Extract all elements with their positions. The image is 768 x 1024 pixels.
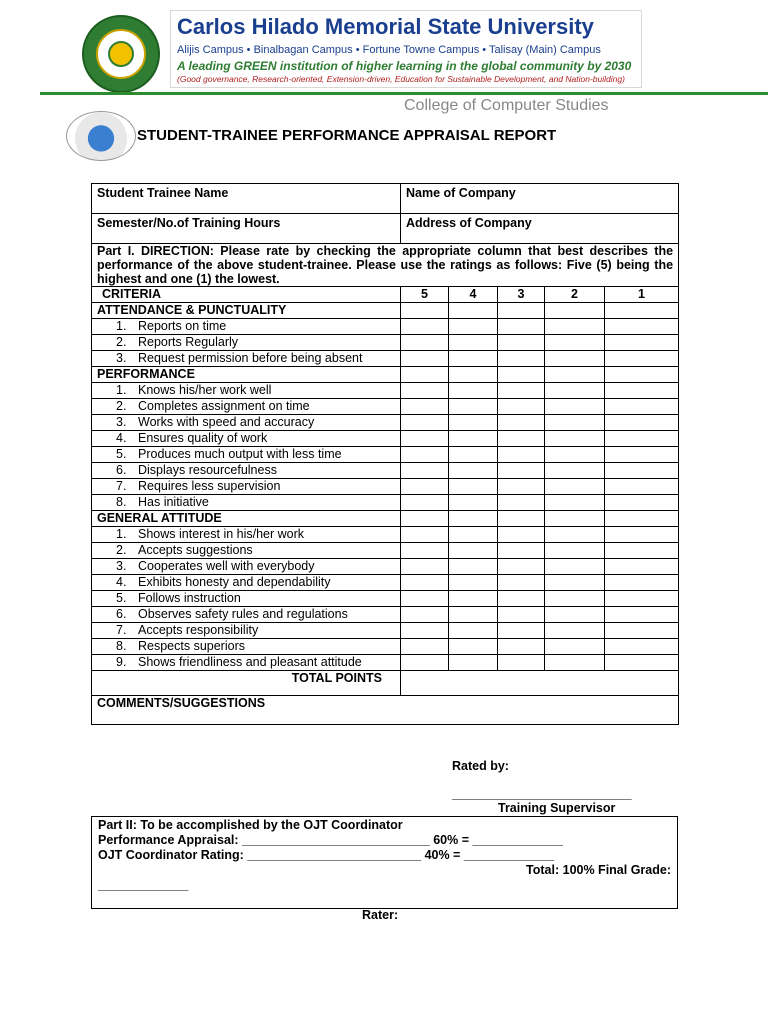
part2-heading: Part II: To be accomplished by the OJT Coordinator [98,818,403,832]
rating-checkbox-cell[interactable] [605,495,679,511]
rating-checkbox-cell[interactable] [545,463,605,479]
part2-box [91,816,678,909]
criterion-label: Shows friendliness and pleasant attitude [138,655,362,669]
criterion-label: Ensures quality of work [138,431,268,445]
rating-checkbox-cell[interactable] [545,479,605,495]
trainee-name-field[interactable]: Student Trainee Name [92,184,401,214]
rating-checkbox-cell[interactable] [545,511,605,527]
criteria-header-row [92,287,679,303]
category-label: GENERAL ATTITUDE [92,511,401,527]
criterion-number: 4. [116,575,127,589]
criterion-row [92,527,679,543]
rating-checkbox-cell[interactable] [498,415,545,431]
rating-checkbox-cell[interactable] [605,447,679,463]
category-row [92,367,679,383]
rating-checkbox-cell[interactable] [498,303,545,319]
rating-checkbox-cell[interactable] [498,495,545,511]
criterion-cell [92,495,401,511]
criterion-label: Knows his/her work well [138,383,272,397]
rating-checkbox-cell[interactable] [605,303,679,319]
category-label: PERFORMANCE [92,367,401,383]
rating-checkbox-cell[interactable] [605,607,679,623]
criterion-cell [92,639,401,655]
rating-checkbox-cell[interactable] [449,367,498,383]
rating-checkbox-cell[interactable] [449,559,498,575]
rating-header: 1 [605,287,679,303]
criterion-row [92,607,679,623]
criterion-cell [92,559,401,575]
rating-checkbox-cell[interactable] [449,351,498,367]
rating-checkbox-cell[interactable] [498,447,545,463]
total-points-value[interactable] [401,671,679,696]
rating-checkbox-cell[interactable] [449,623,498,639]
criterion-label: Accepts suggestions [138,543,253,557]
criterion-cell [92,463,401,479]
supervisor-label: Training Supervisor [498,801,616,815]
criterion-cell [92,575,401,591]
rating-checkbox-cell[interactable] [401,479,449,495]
direction-row [92,244,679,287]
rating-header: 2 [545,287,605,303]
rating-checkbox-cell[interactable] [605,543,679,559]
rating-checkbox-cell[interactable] [545,319,605,335]
total-points-row [92,671,679,696]
rating-checkbox-cell[interactable] [498,319,545,335]
rating-checkbox-cell[interactable] [545,575,605,591]
criterion-label: Accepts responsibility [138,623,259,637]
rating-checkbox-cell[interactable] [498,511,545,527]
rating-checkbox-cell[interactable] [498,607,545,623]
rating-checkbox-cell[interactable] [545,447,605,463]
rating-checkbox-cell[interactable] [401,351,449,367]
rating-checkbox-cell[interactable] [498,431,545,447]
criterion-label: Cooperates well with everybody [138,559,315,573]
rating-checkbox-cell[interactable] [545,607,605,623]
rating-checkbox-cell[interactable] [449,479,498,495]
criterion-number: 8. [116,495,127,509]
criterion-number: 2. [116,335,127,349]
criterion-label: Works with speed and accuracy [138,415,315,429]
rating-checkbox-cell[interactable] [605,559,679,575]
criterion-cell [92,543,401,559]
rating-checkbox-cell[interactable] [449,319,498,335]
rating-checkbox-cell[interactable] [605,399,679,415]
rating-checkbox-cell[interactable] [498,383,545,399]
rating-checkbox-cell[interactable] [401,575,449,591]
criterion-number: 6. [116,607,127,621]
final-grade-blank[interactable]: _____________ [98,878,189,892]
rating-checkbox-cell[interactable] [498,399,545,415]
rating-checkbox-cell[interactable] [498,335,545,351]
college-name: College of Computer Studies [404,97,609,114]
header-divider [40,92,768,95]
criterion-number: 1. [116,383,127,397]
rating-checkbox-cell[interactable] [449,511,498,527]
rating-checkbox-cell[interactable] [401,639,449,655]
rating-checkbox-cell[interactable] [498,639,545,655]
performance-appraisal-line[interactable]: Performance Appraisal: ___________________________ 60% = _____________ [98,833,563,847]
criterion-number: 3. [116,415,127,429]
rating-checkbox-cell[interactable] [449,639,498,655]
criterion-label: Produces much output with less time [138,447,342,461]
rating-checkbox-cell[interactable] [401,543,449,559]
appraisal-table [91,183,679,725]
criterion-row [92,543,679,559]
criterion-row [92,639,679,655]
rating-checkbox-cell[interactable] [449,399,498,415]
criterion-cell [92,447,401,463]
criterion-cell [92,479,401,495]
rating-checkbox-cell[interactable] [605,431,679,447]
rating-checkbox-cell[interactable] [401,559,449,575]
criterion-label: Request permission before being absent [138,351,363,365]
rating-checkbox-cell[interactable] [605,335,679,351]
criterion-number: 5. [116,447,127,461]
criterion-number: 7. [116,623,127,637]
rating-checkbox-cell[interactable] [605,479,679,495]
rating-checkbox-cell[interactable] [498,351,545,367]
criterion-number: 7. [116,479,127,493]
criterion-row [92,559,679,575]
company-name-field[interactable]: Name of Company [401,184,679,214]
rating-checkbox-cell[interactable] [605,367,679,383]
rating-checkbox-cell[interactable] [449,543,498,559]
rating-checkbox-cell[interactable] [545,655,605,671]
rating-checkbox-cell[interactable] [605,623,679,639]
rating-checkbox-cell[interactable] [401,303,449,319]
rating-checkbox-cell[interactable] [545,527,605,543]
rating-checkbox-cell[interactable] [449,431,498,447]
rating-checkbox-cell[interactable] [449,415,498,431]
rating-checkbox-cell[interactable] [545,399,605,415]
rating-checkbox-cell[interactable] [401,591,449,607]
rating-checkbox-cell[interactable] [545,559,605,575]
criterion-label: Has initiative [138,495,209,509]
college-logo [66,111,136,161]
rating-header: 5 [401,287,449,303]
criterion-number: 3. [116,559,127,573]
criterion-cell [92,335,401,351]
rating-header: 4 [449,287,498,303]
university-logo-emblem [108,41,134,67]
criterion-row [92,319,679,335]
final-grade-line: Total: 100% Final Grade: [526,863,671,877]
rating-checkbox-cell[interactable] [605,511,679,527]
rating-checkbox-cell[interactable] [605,575,679,591]
rating-checkbox-cell[interactable] [605,527,679,543]
criterion-row [92,399,679,415]
criterion-row [92,495,679,511]
criterion-cell [92,655,401,671]
criterion-row [92,383,679,399]
rating-checkbox-cell[interactable] [498,527,545,543]
rating-checkbox-cell[interactable] [545,303,605,319]
rating-checkbox-cell[interactable] [449,607,498,623]
rating-checkbox-cell[interactable] [449,447,498,463]
rating-checkbox-cell[interactable] [545,415,605,431]
rating-checkbox-cell[interactable] [401,495,449,511]
criterion-row [92,431,679,447]
rating-checkbox-cell[interactable] [545,351,605,367]
rating-checkbox-cell[interactable] [401,527,449,543]
rating-checkbox-cell[interactable] [498,559,545,575]
rating-checkbox-cell[interactable] [449,383,498,399]
criterion-row [92,575,679,591]
rating-checkbox-cell[interactable] [498,463,545,479]
criterion-row [92,479,679,495]
criterion-cell [92,319,401,335]
criterion-cell [92,383,401,399]
criterion-cell [92,607,401,623]
rating-checkbox-cell[interactable] [545,591,605,607]
criterion-cell [92,399,401,415]
rating-checkbox-cell[interactable] [605,639,679,655]
rating-checkbox-cell[interactable] [605,463,679,479]
rater-label: Rater: [362,908,399,922]
criterion-cell [92,351,401,367]
rating-checkbox-cell[interactable] [545,543,605,559]
rating-checkbox-cell[interactable] [401,655,449,671]
rating-checkbox-cell[interactable] [605,415,679,431]
criterion-label: Exhibits honesty and dependability [138,575,331,589]
rating-checkbox-cell[interactable] [401,415,449,431]
category-row [92,511,679,527]
criterion-row [92,463,679,479]
criterion-number: 5. [116,591,127,605]
criterion-number: 2. [116,543,127,557]
criterion-label: Reports Regularly [138,335,239,349]
criterion-label: Reports on time [138,319,227,333]
criterion-row [92,591,679,607]
criterion-row [92,655,679,671]
criterion-label: Completes assignment on time [138,399,310,413]
rating-checkbox-cell[interactable] [545,431,605,447]
criteria-header: CRITERIA [92,287,401,303]
rating-checkbox-cell[interactable] [498,479,545,495]
comments-row [92,696,679,725]
rating-checkbox-cell[interactable] [545,335,605,351]
criterion-number: 9. [116,655,127,669]
coordinator-rating-line[interactable]: OJT Coordinator Rating: _________________________ 40% = _____________ [98,848,555,862]
criterion-number: 2. [116,399,127,413]
criterion-label: Respects superiors [138,639,245,653]
rating-checkbox-cell[interactable] [605,319,679,335]
rating-checkbox-cell[interactable] [545,383,605,399]
company-address-field[interactable]: Address of Company [401,214,679,244]
supervisor-signature-line[interactable]: ______________________________ [452,787,631,801]
criterion-label: Observes safety rules and regulations [138,607,348,621]
direction-text: Part I. DIRECTION: Please rate by checking the appropriate column that best describes the performance of the above student-trainee. Please use the ratings as follows: Five (5) being the highest and one (1) the lowest. [92,244,679,287]
rating-checkbox-cell[interactable] [401,399,449,415]
rating-checkbox-cell[interactable] [545,639,605,655]
rating-checkbox-cell[interactable] [545,495,605,511]
rating-checkbox-cell[interactable] [498,543,545,559]
university-tagline: A leading GREEN institution of higher learning in the global community by 2030 [177,59,632,73]
rating-checkbox-cell[interactable] [498,655,545,671]
campus-list: Alijis Campus • Binalbagan Campus • Fortune Towne Campus • Talisay (Main) Campus [177,44,601,56]
rating-checkbox-cell[interactable] [449,463,498,479]
criterion-number: 1. [116,319,127,333]
criterion-label: Follows instruction [138,591,241,605]
rating-checkbox-cell[interactable] [449,575,498,591]
category-label: ATTENDANCE & PUNCTUALITY [92,303,401,319]
rating-checkbox-cell[interactable] [498,367,545,383]
criterion-number: 4. [116,431,127,445]
rating-checkbox-cell[interactable] [498,623,545,639]
criterion-number: 6. [116,463,127,477]
rating-checkbox-cell[interactable] [605,383,679,399]
criterion-number: 3. [116,351,127,365]
report-title: STUDENT-TRAINEE PERFORMANCE APPRAISAL REPORT [137,127,557,144]
rating-checkbox-cell[interactable] [449,527,498,543]
criterion-row [92,447,679,463]
criterion-label: Displays resourcefulness [138,463,277,477]
total-points-label: TOTAL POINTS [92,671,401,696]
rating-checkbox-cell[interactable] [605,351,679,367]
criterion-cell [92,527,401,543]
rating-header: 3 [498,287,545,303]
rating-checkbox-cell[interactable] [401,607,449,623]
rating-checkbox-cell[interactable] [401,335,449,351]
university-subtagline: (Good governance, Research-oriented, Extension-driven, Education for Sustainable Development, and Nation-building) [177,74,625,84]
rating-checkbox-cell[interactable] [401,431,449,447]
criterion-row [92,623,679,639]
rating-checkbox-cell[interactable] [449,591,498,607]
category-row [92,303,679,319]
criterion-label: Shows interest in his/her work [138,527,305,541]
criterion-row [92,351,679,367]
rating-checkbox-cell[interactable] [449,655,498,671]
criterion-cell [92,623,401,639]
rating-checkbox-cell[interactable] [401,623,449,639]
rating-checkbox-cell[interactable] [401,383,449,399]
rating-checkbox-cell[interactable] [401,447,449,463]
criterion-row [92,415,679,431]
criterion-row [92,335,679,351]
rating-checkbox-cell[interactable] [498,591,545,607]
criterion-number: 8. [116,639,127,653]
criterion-cell [92,431,401,447]
criterion-cell [92,591,401,607]
rating-checkbox-cell[interactable] [401,511,449,527]
rating-checkbox-cell[interactable] [401,367,449,383]
rating-checkbox-cell[interactable] [449,335,498,351]
rating-checkbox-cell[interactable] [449,303,498,319]
rating-checkbox-cell[interactable] [449,495,498,511]
rated-by-label: Rated by: [452,759,509,773]
criterion-cell [92,415,401,431]
rating-checkbox-cell[interactable] [401,319,449,335]
rating-checkbox-cell[interactable] [545,623,605,639]
rating-checkbox-cell[interactable] [498,575,545,591]
university-name: Carlos Hilado Memorial State University [177,14,594,39]
rating-checkbox-cell[interactable] [545,367,605,383]
info-row-2 [92,214,679,244]
rating-checkbox-cell[interactable] [605,591,679,607]
rating-checkbox-cell[interactable] [401,463,449,479]
criterion-number: 1. [116,527,127,541]
rating-checkbox-cell[interactable] [605,655,679,671]
info-row-1 [92,184,679,214]
criterion-label: Requires less supervision [138,479,281,493]
semester-hours-field[interactable]: Semester/No.of Training Hours [92,214,401,244]
comments-field[interactable]: COMMENTS/SUGGESTIONS [92,696,679,725]
